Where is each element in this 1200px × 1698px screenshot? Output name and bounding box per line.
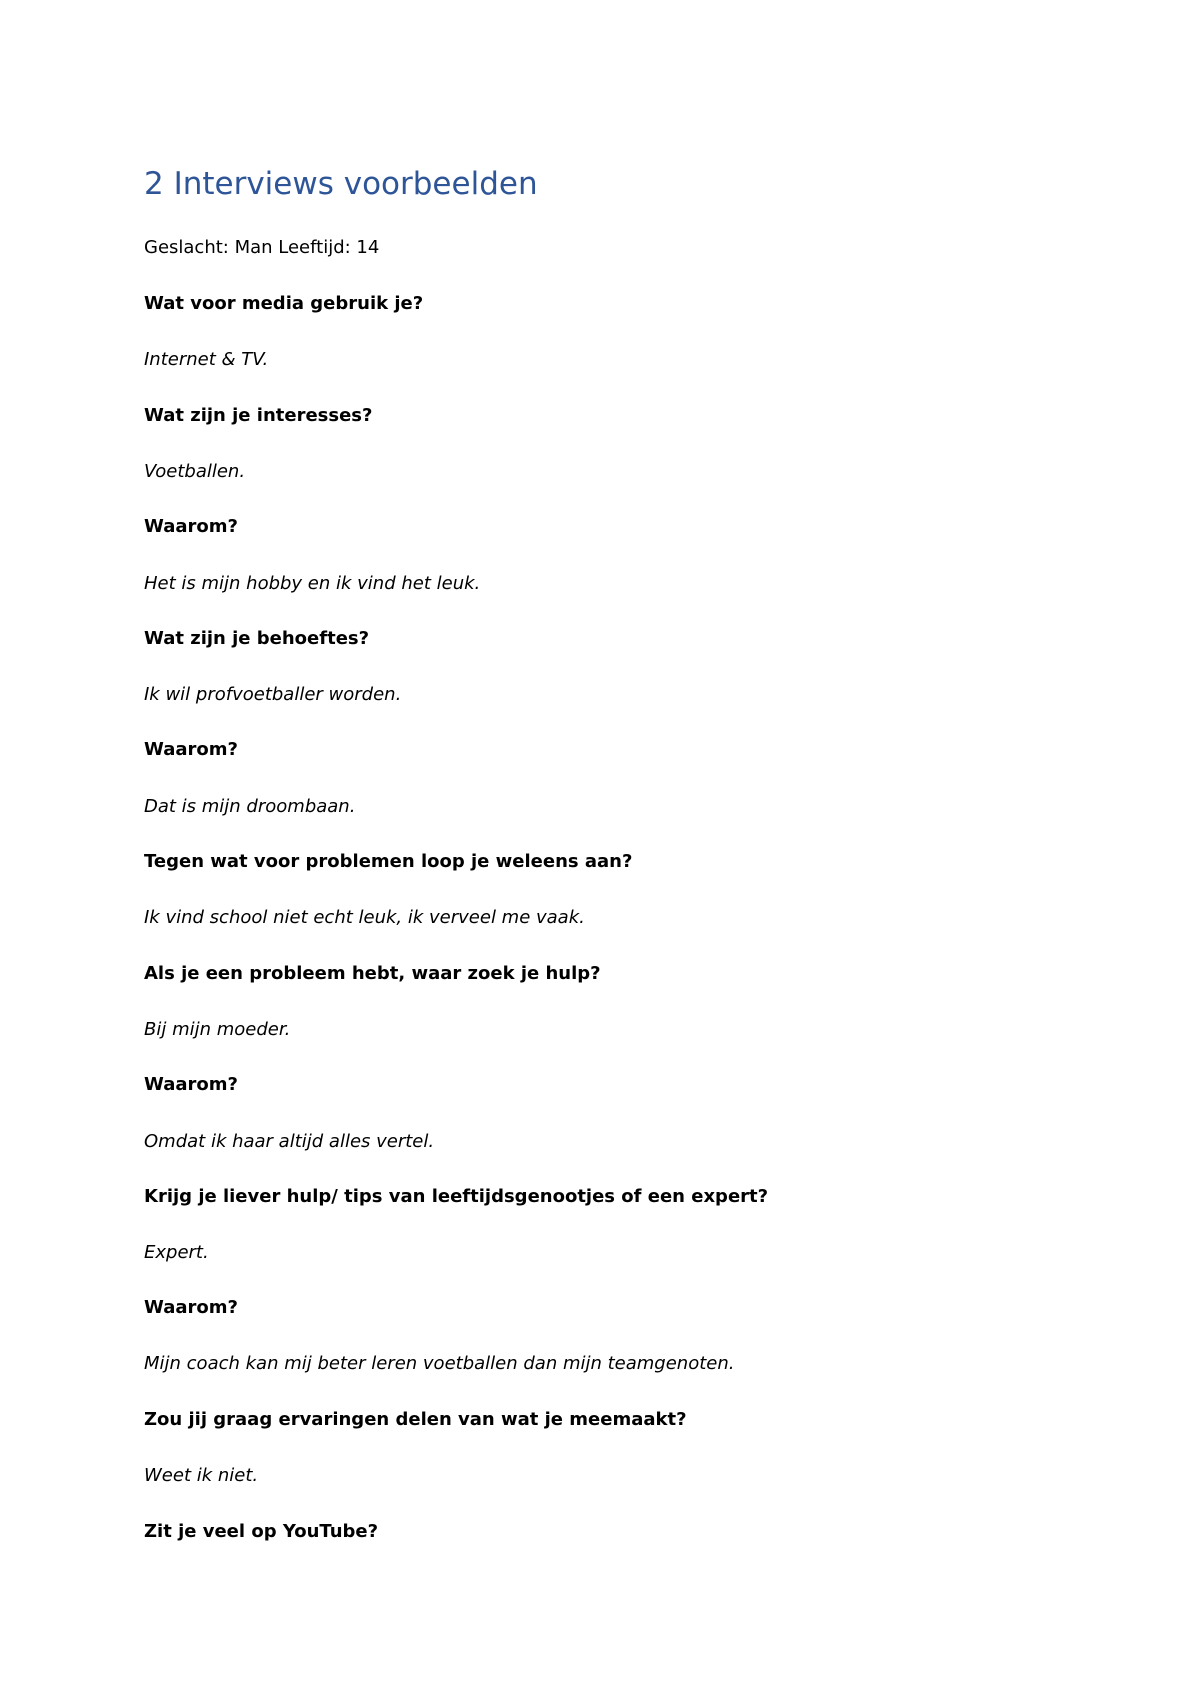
interview-question: Krijg je liever hulp/ tips van leeftijdsgenootjes of een expert? [144,1186,769,1207]
interview-question: Zit je veel op YouTube? [144,1521,379,1542]
interview-answer: Bij mijn moeder. [144,1019,291,1040]
interview-answer: Internet & TV. [144,349,269,370]
interview-question: Wat voor media gebruik je? [144,293,424,314]
interview-answer: Ik vind school niet echt leuk, ik verveel me vaak. [144,907,585,928]
interview-answer: Weet ik niet. [144,1465,259,1486]
interview-question: Waarom? [144,516,238,537]
interview-answer: Expert. [144,1242,209,1263]
respondent-info: Geslacht: Man Leeftijd: 14 [144,237,380,258]
interview-question: Als je een probleem hebt, waar zoek je hulp? [144,963,601,984]
interview-answer: Ik wil profvoetballer worden. [144,684,402,705]
interview-question: Waarom? [144,1297,238,1318]
interview-question: Waarom? [144,1074,238,1095]
interview-question: Wat zijn je behoeftes? [144,628,370,649]
interview-answer: Het is mijn hobby en ik vind het leuk. [144,573,481,594]
interview-answer: Voetballen. [144,461,246,482]
interview-question: Wat zijn je interesses? [144,405,373,426]
interview-answer: Dat is mijn droombaan. [144,796,356,817]
interview-answer: Mijn coach kan mij beter leren voetballen dan mijn teamgenoten. [144,1353,735,1374]
interview-question: Waarom? [144,739,238,760]
interview-question: Zou jij graag ervaringen delen van wat je meemaakt? [144,1409,687,1430]
page-title: 2 Interviews voorbeelden [144,166,538,202]
interview-question: Tegen wat voor problemen loop je weleens aan? [144,851,633,872]
interview-answer: Omdat ik haar altijd alles vertel. [144,1131,435,1152]
